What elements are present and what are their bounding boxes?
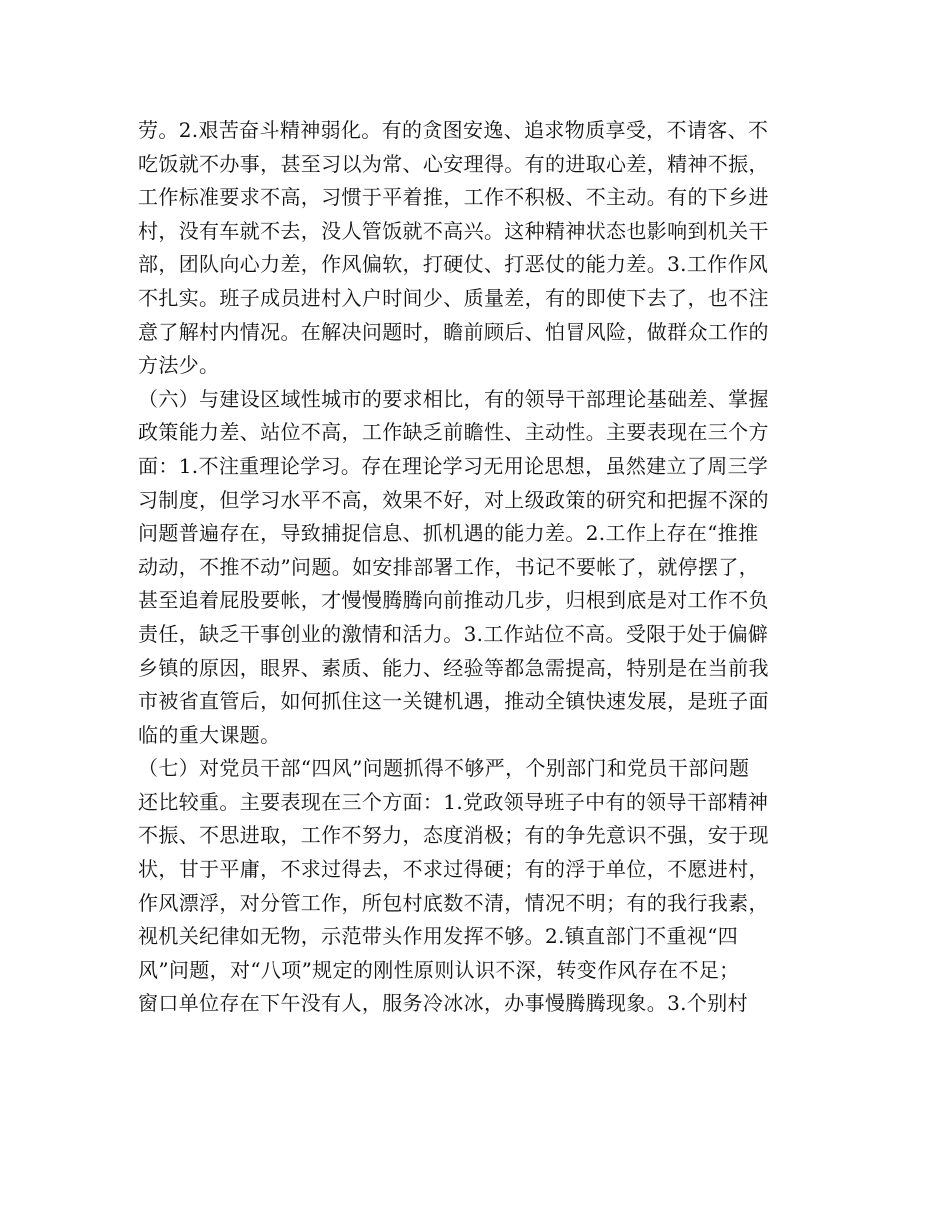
text-line: 村，没有车就不去，没人管饭就不高兴。这种精神状态也影响到机关干 [138,218,769,243]
text-line: （六）与建设区域性城市的要求相比，有的领导干部理论基础差、掌握 [138,386,769,411]
text-line: 面：1.不注重理论学习。存在理论学习无用论思想，虽然建立了周三学 [138,453,769,478]
text-line: 窗口单位存在下午没有人，服务冷冰冰，办事慢腾腾现象。3.个别村 [138,991,748,1016]
text-line: 不振、不思进取，工作不努力，态度消极；有的争先意识不强，安于现 [138,823,769,848]
text-line: 责任，缺乏干事创业的激情和活力。3.工作站位不高。受限于处于偏僻 [138,621,769,646]
text-line: 还比较重。主要表现在三个方面：1.党政领导班子中有的领导干部精神 [138,789,769,814]
text-line: 状，甘于平庸，不求过得去，不求过得硬；有的浮于单位，不愿进村， [138,857,769,882]
text-line: 视机关纪律如无物，示范带头作用发挥不够。2.镇直部门不重视“四 [138,924,739,949]
text-line: 部，团队向心力差，作风偏软，打硬仗、打恶仗的能力差。3.工作作风 [138,252,769,277]
text-line: 甚至追着屁股要帐，才慢慢腾腾向前推动几步，归根到底是对工作不负 [138,588,769,613]
text-line: 作风漂浮，对分管工作，所包村底数不清，情况不明；有的我行我素， [138,890,769,915]
text-line: 风”问题，对“八项”规定的刚性原则认识不深，转变作风存在不足； [138,957,740,982]
text-line: 政策能力差、站位不高，工作缺乏前瞻性、主动性。主要表现在三个方 [138,420,769,445]
text-line: 不扎实。班子成员进村入户时间少、质量差，有的即使下去了，也不注 [138,285,769,310]
text-line: 意了解村内情况。在解决问题时，瞻前顾后、怕冒风险，做群众工作的 [138,319,769,344]
text-line: 市被省直管后，如何抓住这一关键机遇，推动全镇快速发展，是班子面 [138,689,769,714]
text-line: 临的重大课题。 [138,722,281,747]
document-body [138,114,818,1021]
text-line: 问题普遍存在，导致捕捉信息、抓机遇的能力差。2.工作上存在“推推 [138,521,759,546]
text-line: 吃饭就不办事，甚至习以为常、心安理得。有的进取心差，精神不振， [138,151,769,176]
text-line: 乡镇的原因，眼界、素质、能力、经验等都急需提高，特别是在当前我 [138,655,769,680]
text-line: 劳。2.艰苦奋斗精神弱化。有的贪图安逸、追求物质享受，不请客、不 [138,118,769,142]
text-line: （七）对党员干部“四风”问题抓得不够严，个别部门和党员干部问题 [138,756,750,781]
text-line: 习制度，但学习水平不高，效果不好，对上级政策的研究和把握不深的 [138,487,769,512]
text-line: 工作标准要求不高，习惯于平着推，工作不积极、不主动。有的下乡进 [138,185,769,210]
text-line: 方法少。 [138,353,220,378]
text-line: 动动，不推不动”问题。如安排部署工作，书记不要帐了，就停摆了， [138,554,760,579]
